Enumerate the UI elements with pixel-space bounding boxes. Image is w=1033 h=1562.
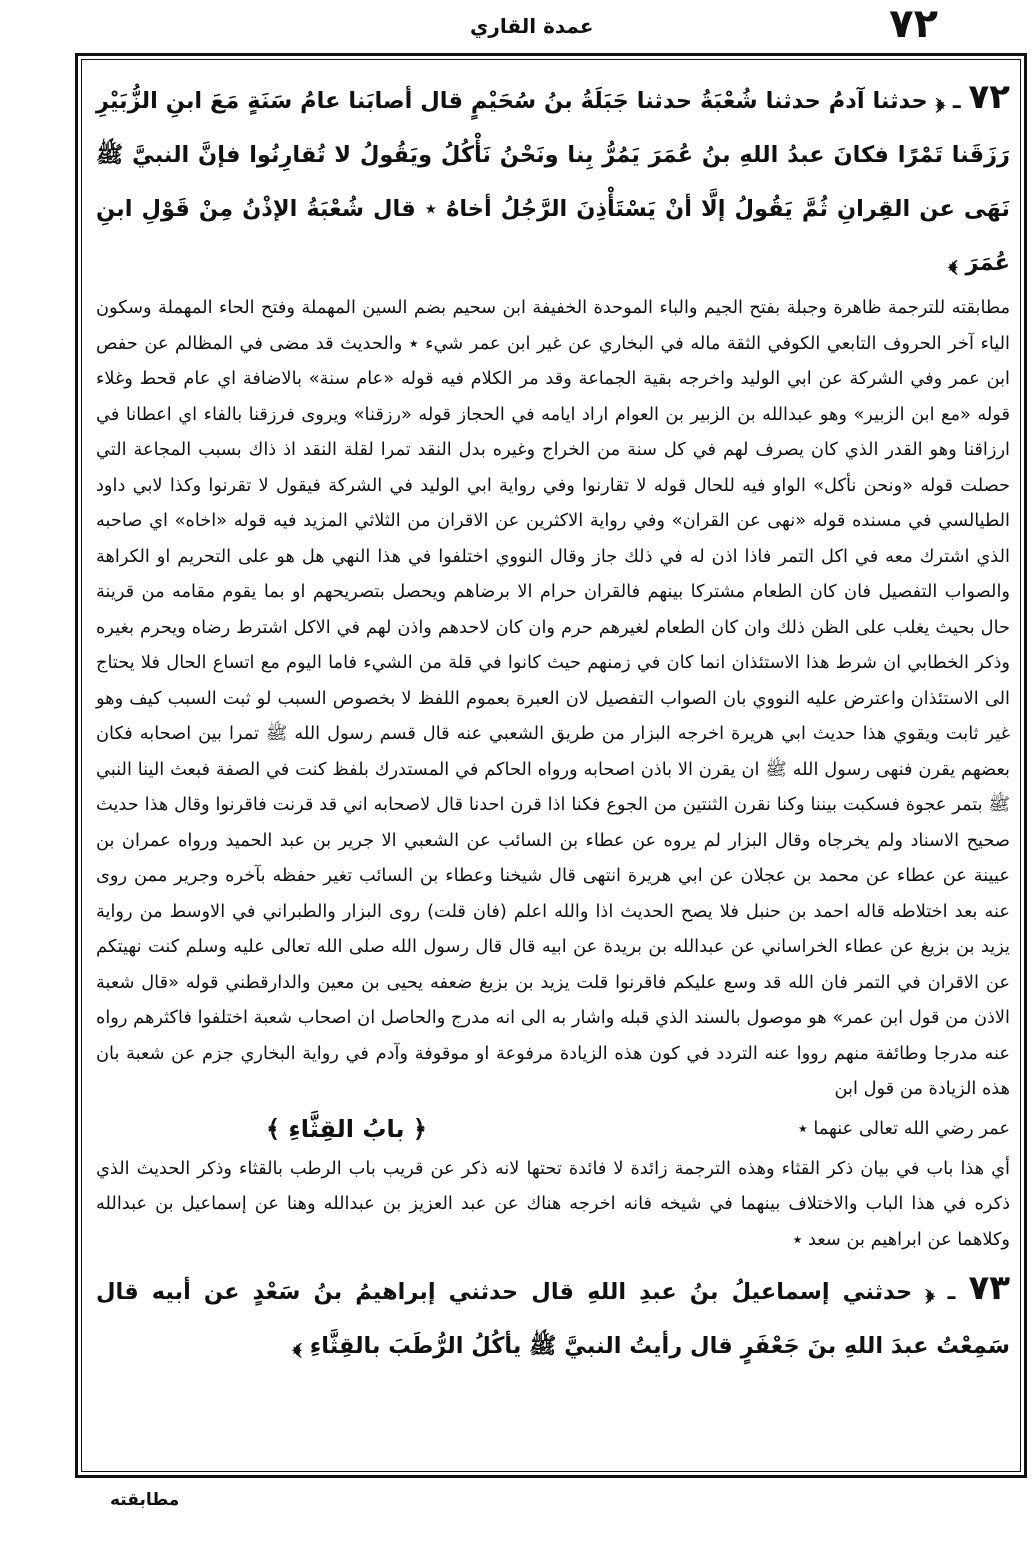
page-frame bbox=[75, 53, 1027, 1478]
hadith-73 bbox=[96, 1261, 1010, 1373]
page-header bbox=[0, 0, 1033, 50]
chapter-heading: ﴿ بابُ القِثَّاءِ ﴾ bbox=[266, 1114, 427, 1143]
chapter-row bbox=[96, 1107, 1010, 1151]
commentary-closing: عمر رضي الله تعالى عنهما ٭ bbox=[798, 1118, 1010, 1139]
hadith-text: ـ ﴿ حدثني إسماعيلُ بنُ عبدِ اللهِ قال حدثني إبراهيمُ بنُ سَعْدٍ عن أبيه قال سَمِعْتُ عبدَ اللهِ بنَ جَعْفَرٍ قال رأيتُ النبيَّ ﷺ يأكُلُ الرُّطَبَ بالقِثَّاءِ ﴾ bbox=[96, 1279, 1010, 1359]
page-number: ٧٢ bbox=[889, 1, 938, 47]
running-head: عمدة القاري bbox=[470, 14, 594, 38]
hadith-number: ٧٢ bbox=[968, 77, 1011, 117]
hadith-72 bbox=[96, 70, 1010, 290]
page-body bbox=[96, 70, 1010, 1465]
chapter-commentary: أي هذا باب في بيان ذكر القثاء وهذه الترجمة زائدة لا فائدة تحتها لانه ذكر عن قريب باب الرطب بالقثاء وذكر الحديث الذي ذكره في هذا الباب والاختلاف بينهما في شيخه فانه اخرجه هناك عن عبد العزيز بن عبدالله وهنا عن إسماعيل بن عبدالله وكلاهما عن ابراهيم بن سعد ٭ bbox=[96, 1157, 1010, 1250]
hadith-text: ـ ﴿ حدثنا آدمُ حدثنا شُعْبَةُ حدثنا جَبَلَةُ بنُ سُحَيْمٍ قال أصابَنا عامُ سَنَةٍ مَعَ ابنِ الزُّبَيْرِ رَزَقَنا تَمْرًا فكانَ عبدُ اللهِ بنُ عُمَرَ يَمُرُّ بِنا ونَحْنُ نَأْكُلُ ويَقُولُ لا تُقارِنُوا فإنَّ النبيَّ ﷺ نَهَى عن القِرانِ ثُمَّ يَقُولُ إلَّا أنْ يَسْتَأْذِنَ الرَّجُلُ أخاهُ ٭ قال شُعْبَةُ الإذْنُ مِنْ قَوْلِ ابنِ عُمَرَ ﴾ bbox=[96, 88, 1010, 276]
commentary-72: مطابقته للترجمة ظاهرة وجبلة بفتح الجيم والباء الموحدة الخفيفة ابن سحيم بضم السين المهملة وفتح الحاء المهملة وسكون الياء آخر الحروف التابعي الكوفي الثقة ماله في البخاري عن غير ابن عمر شيء ٭ والحديث قد مضى في المظالم عن حفص ابن عمر وفي الشركة عن ابي الوليد واخرجه بقية الجماعة وقد مر الكلام فيه قوله «عام سنة» بالاضافة اي عام قحط وغلاء قوله «مع ابن الزبير» وهو عبدالله بن الزبير بن العوام اراد ايامه في الحجاز قوله «رزقنا» ويروى فرزقنا بالفاء اي اعطانا في ارزاقنا وهو القدر الذي كان يصرف لهم في كل سنة من الخراج وغيره بدل النقد تمرا لقلة النقد اذ ذاك بسبب المجاعة التي حصلت قوله «ونحن نأكل» الواو فيه للحال قوله لا تقارنوا وفي رواية ابي الوليد في الشركة فيقول لا تقرنوا وكذا لابي داود الطيالسي في مسنده قوله «نهى عن القران» وفي رواية الاكثرين عن الاقران من الثلاثي المزيد فيه قوله «اخاه» اي صاحبه الذي اشترك معه في اكل التمر فاذا اذن له في ذلك جاز وقال النووي اختلفوا في هذا النهي هل هو على التحريم او الكراهة والصواب التفصيل فان كان الطعام مشتركا بينهم فالقران حرام الا برضاهم ويحصل بتصريحهم او بما يقوم مقامه من قرينة حال بحيث يغلب على الظن ذلك وان كان الطعام لغيرهم حرم وان كان لاحدهم واذن لهم في الاكل اشترط رضاه ويحرم بغيره وذكر الخطابي ان شرط هذا الاستئذان انما كان في زمنهم حيث كانوا في قلة من الشيء فاما اليوم مع اتساع الحال فلا يحتاج الى الاستئذان واعترض عليه النووي بان الصواب التفصيل لان العبرة بعموم اللفظ لا بخصوص السبب لو ثبت السبب كيف وهو غير ثابت ويقوي هذا حديث ابي هريرة اخرجه البزار من طريق الشعبي عنه قال قسم رسول الله ﷺ تمرا بين اصحابه فكان بعضهم يقرن فنهى رسول الله ﷺ ان يقرن الا باذن اصحابه ورواه الحاكم في المستدرك بلفظ كنت في الصفة فبعث الينا النبي ﷺ بتمر عجوة فسكبت بيننا وكنا نقرن الثنتين من الجوع فكنا اذا قرن احدنا قال لاصحابه اني قد قرنت فاقرنوا وقال هذا حديث صحيح الاسناد ولم يخرجاه وقال البزار لم يروه عن عطاء بن السائب عن الشعبي الا جرير بن عبد الحميد ورواه عمران بن عيينة عن عطاء عن محمد بن عجلان عن ابي هريرة انتهى قال شيخنا وعطاء بن السائب تغير حفظه بآخره وجرير ممن روى عنه بعد اختلاطه قاله احمد بن حنبل فلا يصح الحديث اذا والله اعلم (فان قلت) روى البزار والطبراني في الاوسط من رواية يزيد بن بزيغ عن عطاء الخراساني عن عبدالله بن بريدة عن ابيه قال قال رسول الله صلى الله تعالى عليه وسلم كنت نهيتكم عن الاقران في التمر فان الله قد وسع عليكم فاقرنوا قلت يزيد بن بزيغ ضعفه يحيى بن معين والدارقطني قوله «قال شعبة الاذن من قول ابن عمر» هو موصول بالسند الذي قبله واشار به الى انه مدرج والحاصل ان اصحاب شعبة اختلفوا فاكثرهم رواه عنه مدرجا وطائفة منهم رووا عنه التردد في كون هذه الزيادة مرفوعة او موقوفة وآدم في رواية البخاري جزم عن شعبة بان هذه الزيادة من قول ابن bbox=[96, 297, 1010, 1099]
hadith-number: ٧٣ bbox=[968, 1268, 1010, 1308]
catchword: مطابقته bbox=[110, 1490, 180, 1510]
